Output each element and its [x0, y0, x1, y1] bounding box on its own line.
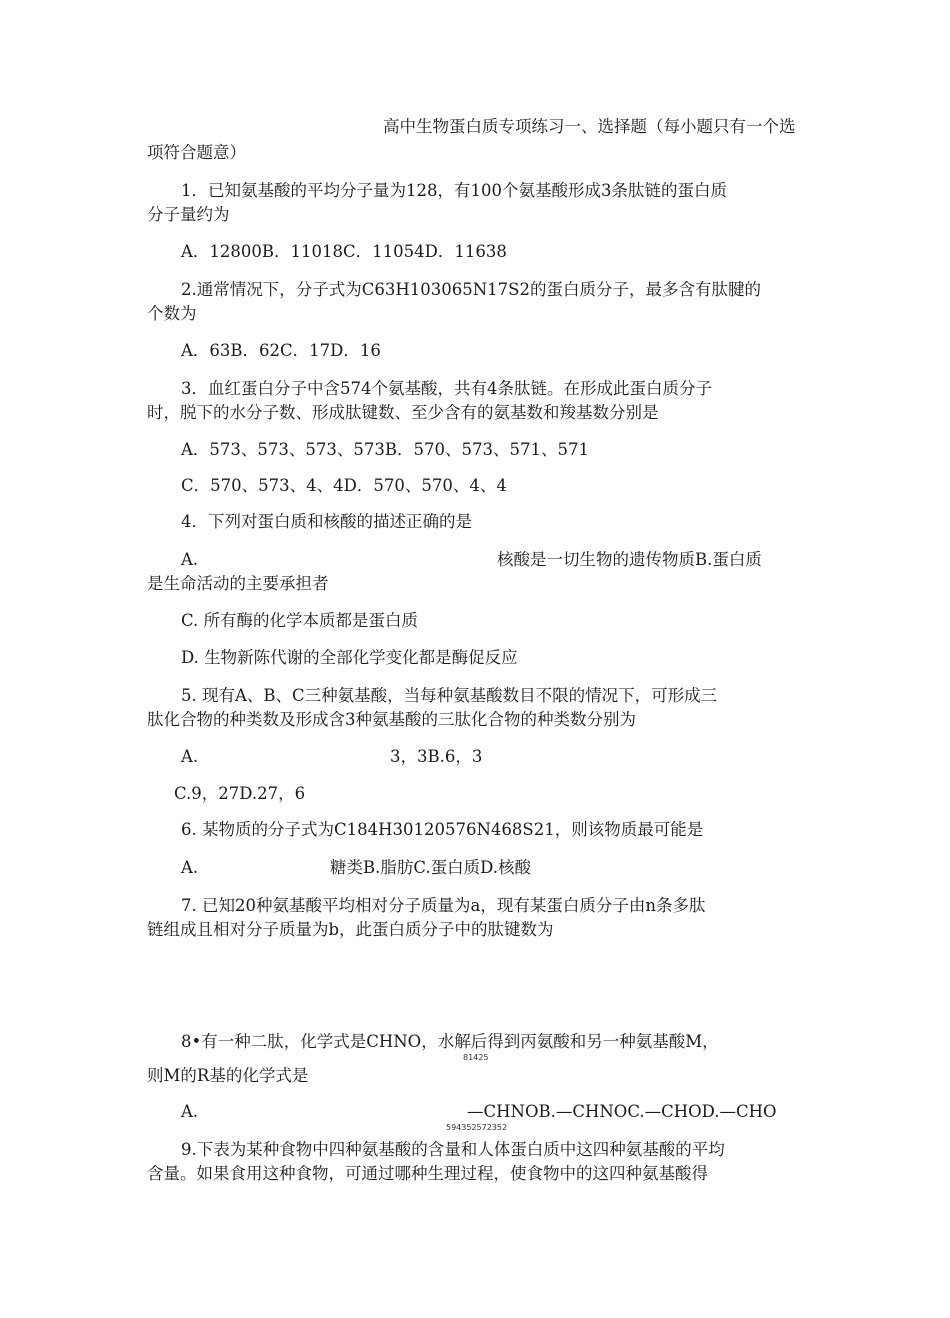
q5-stem-line-1: 5. 现有A、B、C三种氨基酸，当每种氨基酸数目不限的情况下，可形成三 — [181, 686, 718, 705]
q4-option-d: D. 生物新陈代谢的全部化学变化都是酶促反应 — [181, 648, 518, 667]
q8-stem-line-2: 则M的R基的化学式是 — [147, 1066, 309, 1085]
q2-stem-line-2: 个数为 — [147, 304, 197, 323]
title-line-2: 项符合题意） — [147, 143, 246, 162]
q8-subscript-2: 594352572352 — [446, 1123, 508, 1132]
q3-options-cd: C．570、573、4、4D．570、570、4、4 — [181, 476, 507, 495]
q8-stem-line-1: 8•有一种二肽，化学式是CHNO，水解后得到丙氨酸和另一种氨基酸M， — [181, 1032, 719, 1051]
q6-option-a-label: A. — [181, 858, 199, 877]
q6-options: 糖类B.脂肪C.蛋白质D.核酸 — [330, 858, 532, 877]
q4-option-c: C. 所有酶的化学本质都是蛋白质 — [181, 611, 419, 630]
q8-options: —CHNOB.—CHNOC.—CHOD.—CHO — [467, 1102, 777, 1121]
q4-option-a-continued: 是生命活动的主要承担者 — [147, 574, 329, 593]
q4-stem: 4．下列对蛋白质和核酸的描述正确的是 — [181, 512, 472, 531]
q3-stem-line-1: 3．血红蛋白分子中含574个氨基酸，共有4条肽链。在形成此蛋白质分子 — [181, 379, 712, 398]
q3-stem-line-2: 时，脱下的水分子数、形成肽键数、至少含有的氨基数和羧基数分别是 — [147, 403, 659, 422]
q9-stem-line-1: 9.下表为某种食物中四种氨基酸的含量和人体蛋白质中这四种氨基酸的平均 — [181, 1140, 725, 1159]
q2-options: A．63B．62C．17D．16 — [181, 341, 381, 360]
q9-stem-line-2: 含量。如果食用这种食物，可通过哪种生理过程，使食物中的这四种氨基酸得 — [147, 1164, 708, 1183]
title-line-1: 高中生物蛋白质专项练习一、选择题（每小题只有一个选 — [383, 117, 796, 136]
q7-stem-line-1: 7. 已知20种氨基酸平均相对分子质量为a，现有某蛋白质分子由n条多肽 — [181, 896, 706, 915]
q6-stem: 6. 某物质的分子式为C184H30120576N468S21，则该物质最可能是 — [181, 820, 704, 839]
q4-option-a-text: 核酸是一切生物的遗传物质B.蛋白质 — [497, 550, 762, 569]
q7-stem-line-2: 链组成且相对分子质量为b，此蛋白质分子中的肽键数为 — [147, 920, 554, 939]
q2-stem-line-1: 2.通常情况下，分子式为C63H103065N17S2的蛋白质分子，最多含有肽腱的 — [181, 280, 761, 299]
q5-option-a-label: A. — [181, 747, 199, 766]
q1-stem-line-2: 分子量约为 — [147, 205, 230, 224]
q5-option-cd: C.9，27D.27，6 — [174, 784, 306, 803]
q5-stem-line-2: 肽化合物的种类数及形成含3种氨基酸的三肽化合物的种类数分别为 — [147, 710, 636, 729]
q5-option-ab: 3，3B.6，3 — [390, 747, 483, 766]
q8-option-a-label: A. — [181, 1102, 199, 1121]
q3-options-ab: A．573、573、573、573B．570、573、571、571 — [181, 440, 589, 459]
q4-option-a-label: A. — [181, 550, 199, 569]
q8-subscript-1: 81425 — [463, 1053, 489, 1062]
q1-options: A．12800B．11018C．11054D．11638 — [181, 242, 507, 261]
q1-stem-line-1: 1．已知氨基酸的平均分子量为128，有100个氨基酸形成3条肽链的蛋白质 — [181, 181, 727, 200]
